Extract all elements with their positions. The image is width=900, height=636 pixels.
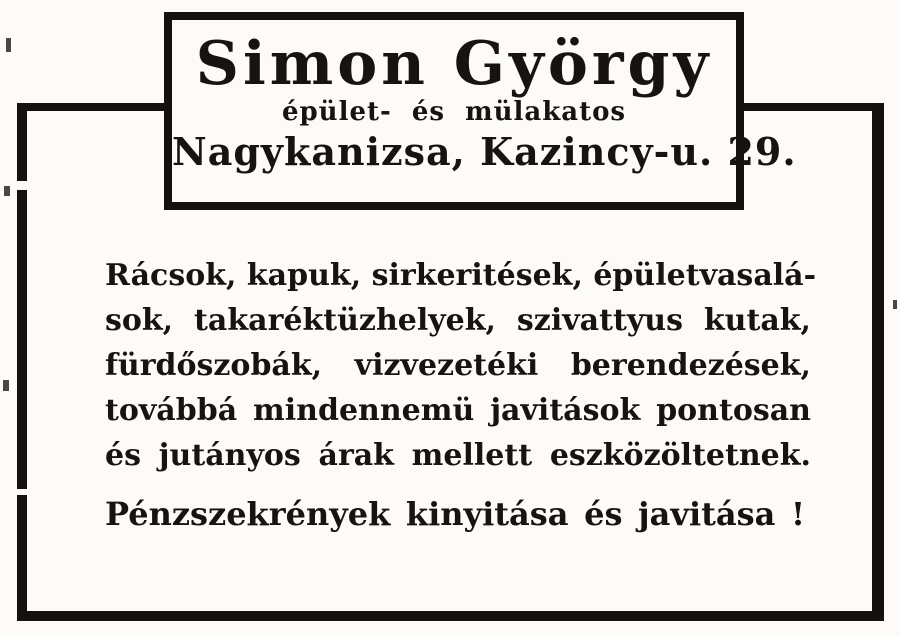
scan-speck — [4, 186, 10, 196]
scan-speck — [6, 38, 11, 52]
scan-speck — [893, 300, 897, 309]
paragraph-line: fürdőszobák, vizvezetéki berendezések, — [105, 348, 811, 383]
frame-ink-gap — [16, 181, 28, 190]
address-line: Nagykanizsa, Kazincy-u. 29. — [172, 129, 797, 174]
slogan-line: Pénzszekrények kinyitása és javitása ! — [105, 495, 805, 533]
trade-description: épület- és mülakatos — [281, 97, 627, 127]
masthead-box — [164, 12, 797, 210]
paragraph-line: továbbá mindennemü javitások pontosan — [105, 393, 811, 428]
paragraph-line: Rácsok, kapuk, sirkeritések, épületvasalá- — [105, 258, 817, 293]
services-paragraph — [105, 253, 817, 478]
paragraph-line: sok, takaréktüzhelyek, szivattyus kutak, — [105, 303, 811, 338]
business-name: Simon György — [195, 29, 713, 99]
scan-speck — [3, 380, 9, 391]
frame-ink-gap — [16, 489, 28, 495]
paragraph-line: és jutányos árak mellett eszközöltetnek. — [105, 438, 811, 473]
